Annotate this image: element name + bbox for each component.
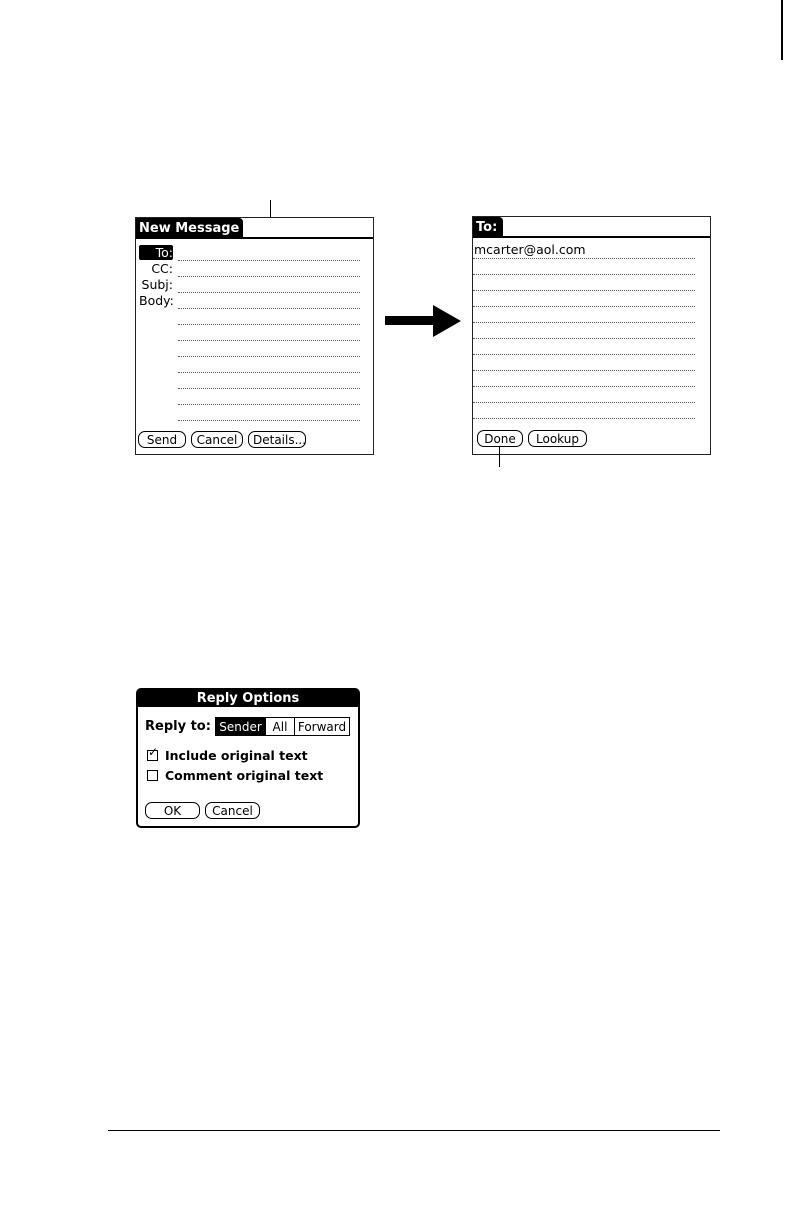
include-original-text-label: Include original text [165,748,308,763]
to-screen-title: To: [473,217,503,238]
checkbox-checked-icon[interactable]: ✓ [148,745,159,759]
address-text[interactable]: mcarter@aol.com [474,242,586,257]
done-button[interactable]: Done [477,430,523,447]
cancel-button[interactable]: Cancel [205,802,260,819]
reply-to-label: Reply to: [145,719,211,734]
cc-input-line[interactable] [178,276,360,277]
new-message-title: New Message [136,218,243,239]
reply-sender-option[interactable]: Sender [215,717,266,736]
address-input-line[interactable] [473,338,695,339]
include-original-text-checkbox[interactable] [147,745,308,764]
body-input-line[interactable] [178,404,360,405]
title-underline [473,236,710,238]
address-input-line[interactable] [473,402,695,403]
to-address-screen [472,216,711,455]
ok-button[interactable]: OK [145,802,200,819]
dialog-title: Reply Options [138,690,358,707]
arrow-right-icon [385,316,437,325]
new-message-screen [135,217,374,455]
address-input-line[interactable] [473,274,695,275]
address-input-line[interactable] [473,322,695,323]
cc-field-label[interactable]: CC: [151,261,173,276]
title-underline [136,237,373,239]
lookup-button[interactable]: Lookup [528,430,587,447]
footer-rule [108,1130,720,1131]
arrow-right-icon-head [433,305,461,337]
body-input-line[interactable] [178,388,360,389]
address-input-line[interactable] [473,370,695,371]
address-input-line[interactable] [473,354,695,355]
to-field-label[interactable]: To: [139,245,173,260]
address-input-line[interactable] [473,258,695,259]
address-input-line[interactable] [473,386,695,387]
body-input-line[interactable] [178,308,360,309]
body-input-line[interactable] [178,324,360,325]
body-input-line[interactable] [178,372,360,373]
callout-line-done [499,447,500,467]
send-button[interactable]: Send [138,431,186,448]
address-input-line[interactable] [473,306,695,307]
to-input-line[interactable] [178,260,360,261]
body-input-line[interactable] [178,420,360,421]
comment-original-text-label: Comment original text [165,768,324,783]
checkbox-unchecked-icon[interactable] [147,770,158,781]
page-edge-rule [781,0,783,60]
comment-original-text-checkbox[interactable] [147,768,323,784]
address-input-line[interactable] [473,290,695,291]
details-button[interactable]: Details... [248,431,306,448]
reply-options-dialog [136,688,360,828]
body-input-line[interactable] [178,356,360,357]
subj-input-line[interactable] [178,292,360,293]
address-input-line[interactable] [473,418,695,419]
body-field-label[interactable]: Body: [139,293,174,308]
reply-forward-option[interactable]: Forward [294,717,350,736]
cancel-button[interactable]: Cancel [191,431,243,448]
subj-field-label[interactable]: Subj: [141,277,173,292]
reply-all-option[interactable]: All [265,717,295,736]
body-input-line[interactable] [178,340,360,341]
